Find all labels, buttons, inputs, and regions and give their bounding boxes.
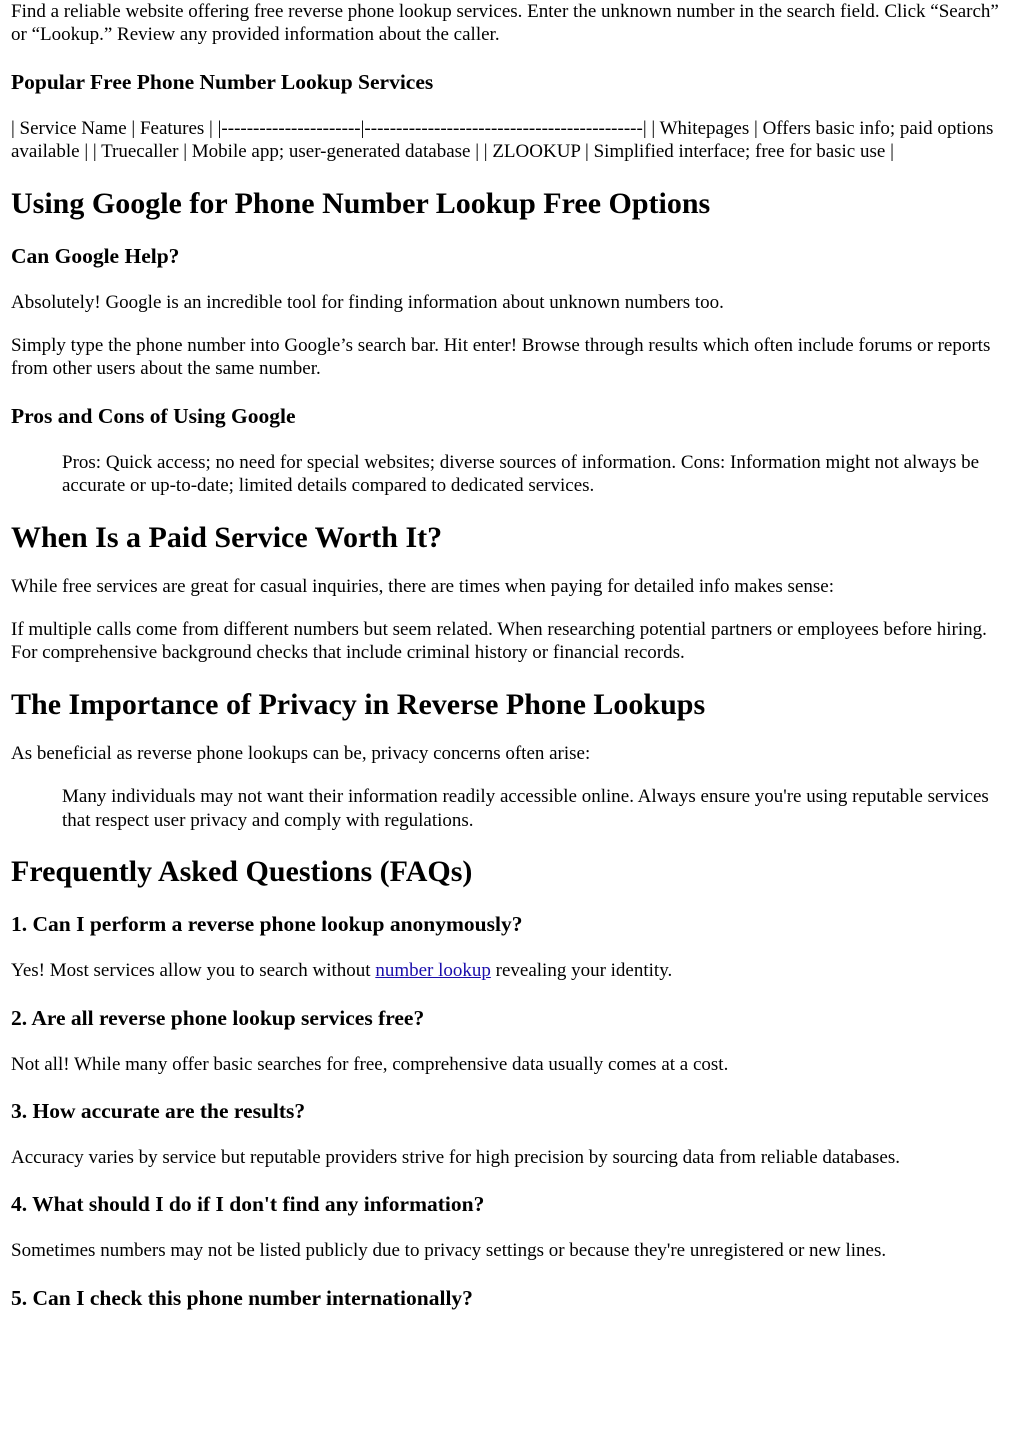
faq-answer-1 — [11, 959, 1012, 982]
google-paragraph-1: Absolutely! Google is an incredible tool for finding information about unknown numbers too. — [11, 291, 724, 313]
number-lookup-link[interactable]: number lookup — [375, 960, 491, 982]
faq-answer-1-end: revealing your identity. — [490, 960, 673, 982]
paid-paragraph-2: If multiple calls come from different numbers but seem related. When researching potential partners or employees before hiring. For comprehensive background checks that include criminal history or financial records. — [11, 619, 987, 664]
intro-paragraph: Find a reliable website offering free reverse phone lookup services. Enter the unknown number in the search field. Click “Search” or “Lookup.” Review any provided information about the caller. — [11, 1, 999, 46]
faq-question-1: 1. Can I perform a reverse phone lookup anonymously? — [11, 912, 523, 937]
faq-answer-2: Not all! While many offer basic searches for free, comprehensive data usually comes at a cost. — [11, 1053, 729, 1075]
privacy-quote: Many individuals may not want their information readily accessible online. Always ensure you're using reputable services that respect user privacy and comply with regulations. — [62, 786, 989, 831]
pros-cons-quote: Pros: Quick access; no need for special websites; diverse sources of information. Cons: Information might not always be accurate or up-to-date; limited details compared to dedicated services. — [62, 451, 980, 497]
privacy-heading: The Importance of Privacy in Reverse Phone Lookups — [11, 687, 706, 721]
privacy-paragraph: As beneficial as reverse phone lookups can be, privacy concerns often arise: — [11, 742, 591, 764]
faq-question-2: 2. Are all reverse phone lookup services free? — [11, 1005, 425, 1030]
services-table-text: | Service Name | Features | |----------------------|--------------------------------------------| | Whitepages | Offers basic info; paid options available | | Truecaller | Mobile app; user-generated database | | ZLOOKUP | Simplified interface; free for basic use | — [11, 117, 994, 163]
faq-question-4: 4. What should I do if I don't find any information? — [11, 1192, 485, 1217]
paid-service-heading: When Is a Paid Service Worth It? — [11, 520, 443, 554]
popular-services-heading: Popular Free Phone Number Lookup Services — [11, 69, 434, 94]
google-section-heading: Using Google for Phone Number Lookup Free Options — [11, 186, 711, 220]
faqs-heading: Frequently Asked Questions (FAQs) — [11, 855, 473, 889]
google-paragraph-2: Simply type the phone number into Google’s search bar. Hit enter! Browse through results which often include forums or reports from other users about the same number. — [11, 335, 991, 380]
pros-cons-heading: Pros and Cons of Using Google — [11, 403, 296, 428]
faq-answer-1-start: Yes! Most services allow you to search without — [11, 960, 376, 982]
google-help-heading: Can Google Help? — [11, 243, 180, 268]
faq-question-3: 3. How accurate are the results? — [11, 1098, 306, 1123]
paid-paragraph-1: While free services are great for casual inquiries, there are times when paying for detailed info makes sense: — [11, 575, 834, 597]
faq-question-5: 5. Can I check this phone number internationally? — [11, 1285, 473, 1310]
faq-answer-4: Sometimes numbers may not be listed publicly due to privacy settings or because they're unregistered or new lines. — [11, 1240, 887, 1262]
faq-answer-3: Accuracy varies by service but reputable providers strive for high precision by sourcing data from reliable databases. — [11, 1146, 900, 1168]
